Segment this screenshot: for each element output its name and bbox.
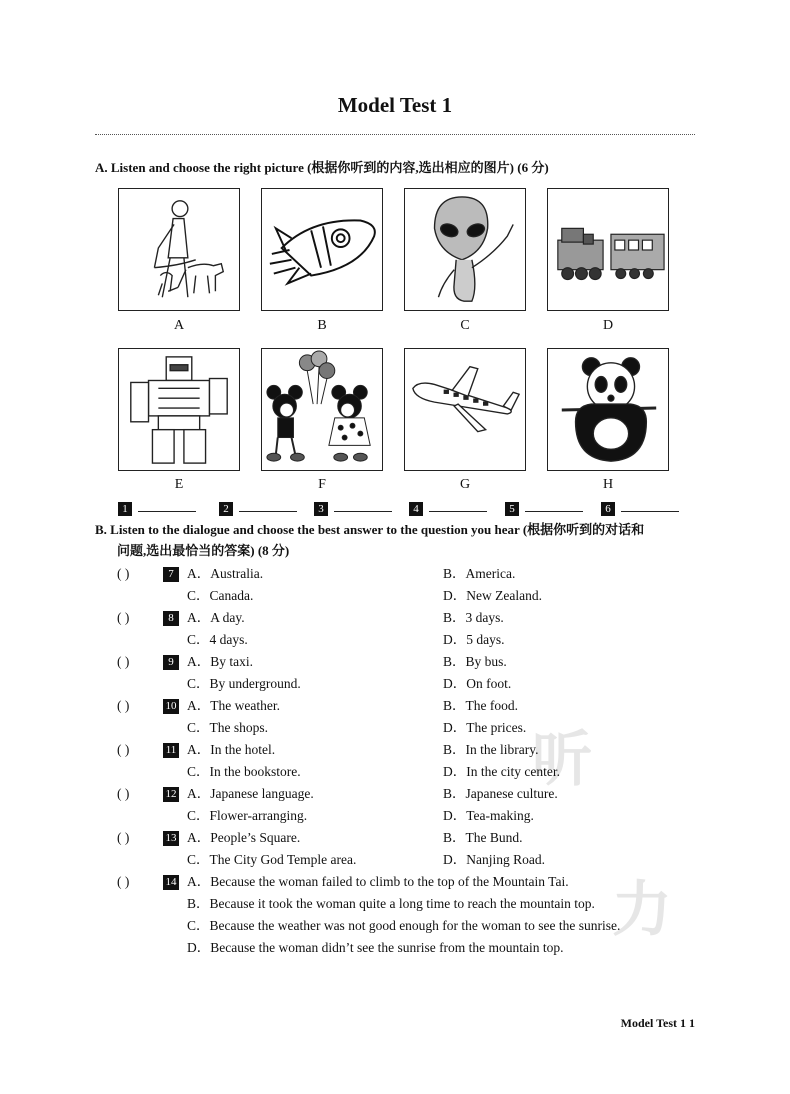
question-number: 10 [163, 699, 179, 714]
question-row [117, 739, 717, 761]
question-number: 13 [163, 831, 179, 846]
option-b: B．The Bund. [443, 830, 523, 845]
option-a: A．Japanese language. [187, 786, 314, 801]
answer-bracket[interactable]: ( ) [117, 698, 130, 713]
answer-number: 2 [219, 502, 233, 516]
option-a: A．A day. [187, 610, 245, 625]
question-row [117, 629, 717, 651]
option-d: D．Nanjing Road. [443, 852, 545, 867]
cartoon-mice-icon [262, 349, 382, 470]
answer-blank-1[interactable] [118, 499, 196, 517]
answer-number: 3 [314, 502, 328, 516]
question-number: 11 [163, 743, 179, 758]
question-row [117, 827, 717, 849]
picture-h [547, 348, 669, 471]
answer-number: 6 [601, 502, 615, 516]
answer-bracket[interactable]: ( ) [117, 874, 130, 889]
option-c: C．The shops. [187, 720, 268, 735]
option-b: B．By bus. [443, 654, 507, 669]
option-a: A．Because the woman failed to climb to the top of the Mountain Tai. [187, 874, 569, 889]
picture-label-b: B [317, 318, 327, 333]
picture-b [261, 188, 383, 311]
section-b-heading [95, 519, 703, 561]
page-footer: Model Test 1 1 [620, 1016, 695, 1030]
question-number: 8 [163, 611, 179, 626]
picture-g [404, 348, 526, 471]
option-b: B．3 days. [443, 610, 504, 625]
option-c: C．By underground. [187, 676, 301, 691]
option-c: C．Canada. [187, 588, 254, 603]
option-d: D．5 days. [443, 632, 505, 647]
answer-blank-4[interactable] [409, 499, 487, 517]
option-c: C．4 days. [187, 632, 248, 647]
picture-label-h: H [602, 477, 614, 492]
picture-label-f: F [318, 477, 326, 492]
dotted-divider [95, 134, 695, 135]
rocket-icon [262, 189, 382, 310]
question-row [117, 673, 717, 695]
panda-icon [548, 349, 668, 470]
answer-bracket[interactable]: ( ) [117, 566, 130, 581]
option-d: D．New Zealand. [443, 588, 542, 603]
question-number: 12 [163, 787, 179, 802]
option-b: B．The food. [443, 698, 518, 713]
watermark-char-1: 听 [532, 725, 592, 795]
picture-label-g: G [459, 477, 471, 492]
question-row [117, 937, 717, 959]
section-a-heading: A. Listen and choose the right picture (根据你听到的内容,选出相应的图片) (6 分) [95, 160, 549, 175]
man-walking-dog-icon [119, 189, 239, 310]
watermark-char-2: 力 [612, 875, 672, 945]
option-a: A．The weather. [187, 698, 280, 713]
question-row [117, 849, 717, 871]
option-c: C．The City God Temple area. [187, 852, 357, 867]
option-b: B．Japanese culture. [443, 786, 558, 801]
answer-number: 4 [409, 502, 423, 516]
picture-c [404, 188, 526, 311]
picture-d [547, 188, 669, 311]
answer-blank-6[interactable] [601, 499, 679, 517]
answer-number: 1 [118, 502, 132, 516]
question-list [117, 563, 717, 959]
picture-a [118, 188, 240, 311]
picture-label-a: A [173, 318, 185, 333]
question-row [117, 761, 717, 783]
option-a: A．Australia. [187, 566, 264, 581]
option-b: B．Because it took the woman quite a long time to reach the mountain top. [187, 896, 595, 911]
question-row [117, 695, 717, 717]
question-number: 14 [163, 875, 179, 890]
option-a: A．People’s Square. [187, 830, 301, 845]
alien-icon [405, 189, 525, 310]
question-row [117, 915, 717, 937]
question-number: 7 [163, 567, 179, 582]
question-row [117, 783, 717, 805]
question-number: 9 [163, 655, 179, 670]
robot-icon [119, 349, 239, 470]
option-c: C．Flower-arranging. [187, 808, 308, 823]
answer-blank-5[interactable] [505, 499, 583, 517]
answer-bracket[interactable]: ( ) [117, 786, 130, 801]
answer-number: 5 [505, 502, 519, 516]
section-b-heading-line2: 问题,选出最恰当的答案) (8 分) [117, 543, 290, 558]
answer-bracket[interactable]: ( ) [117, 742, 130, 757]
option-a: A．By taxi. [187, 654, 253, 669]
airplane-icon [405, 349, 525, 470]
picture-f [261, 348, 383, 471]
option-c: C．Because the weather was not good enough for the woman to see the sunrise. [187, 918, 621, 933]
picture-label-c: C [460, 318, 470, 333]
question-row [117, 893, 717, 915]
question-row [117, 805, 717, 827]
question-row [117, 651, 717, 673]
question-row [117, 585, 717, 607]
answer-bracket[interactable]: ( ) [117, 654, 130, 669]
picture-label-d: D [602, 318, 614, 333]
option-b: B．In the library. [443, 742, 539, 757]
option-d: D．Tea-making. [443, 808, 534, 823]
option-b: B．America. [443, 566, 516, 581]
answer-blank-2[interactable] [219, 499, 297, 517]
picture-label-e: E [174, 477, 184, 492]
page-title: Model Test 1 [337, 93, 453, 117]
option-c: C．In the bookstore. [187, 764, 301, 779]
answer-bracket[interactable]: ( ) [117, 610, 130, 625]
section-b-heading-line1: B. Listen to the dialogue and choose the best answer to the question you hear (根据你听到的对话和 [95, 522, 645, 537]
question-row [117, 717, 717, 739]
train-icon [548, 189, 668, 310]
picture-e [118, 348, 240, 471]
answer-blank-3[interactable] [314, 499, 392, 517]
option-d: D．In the city center. [443, 764, 560, 779]
option-d: D．On foot. [443, 676, 512, 691]
option-d: D．The prices. [443, 720, 527, 735]
question-row [117, 607, 717, 629]
answer-bracket[interactable]: ( ) [117, 830, 130, 845]
question-row [117, 871, 717, 893]
option-d: D．Because the woman didn’t see the sunrise from the mountain top. [187, 940, 564, 955]
option-a: A．In the hotel. [187, 742, 276, 757]
question-row [117, 563, 717, 585]
